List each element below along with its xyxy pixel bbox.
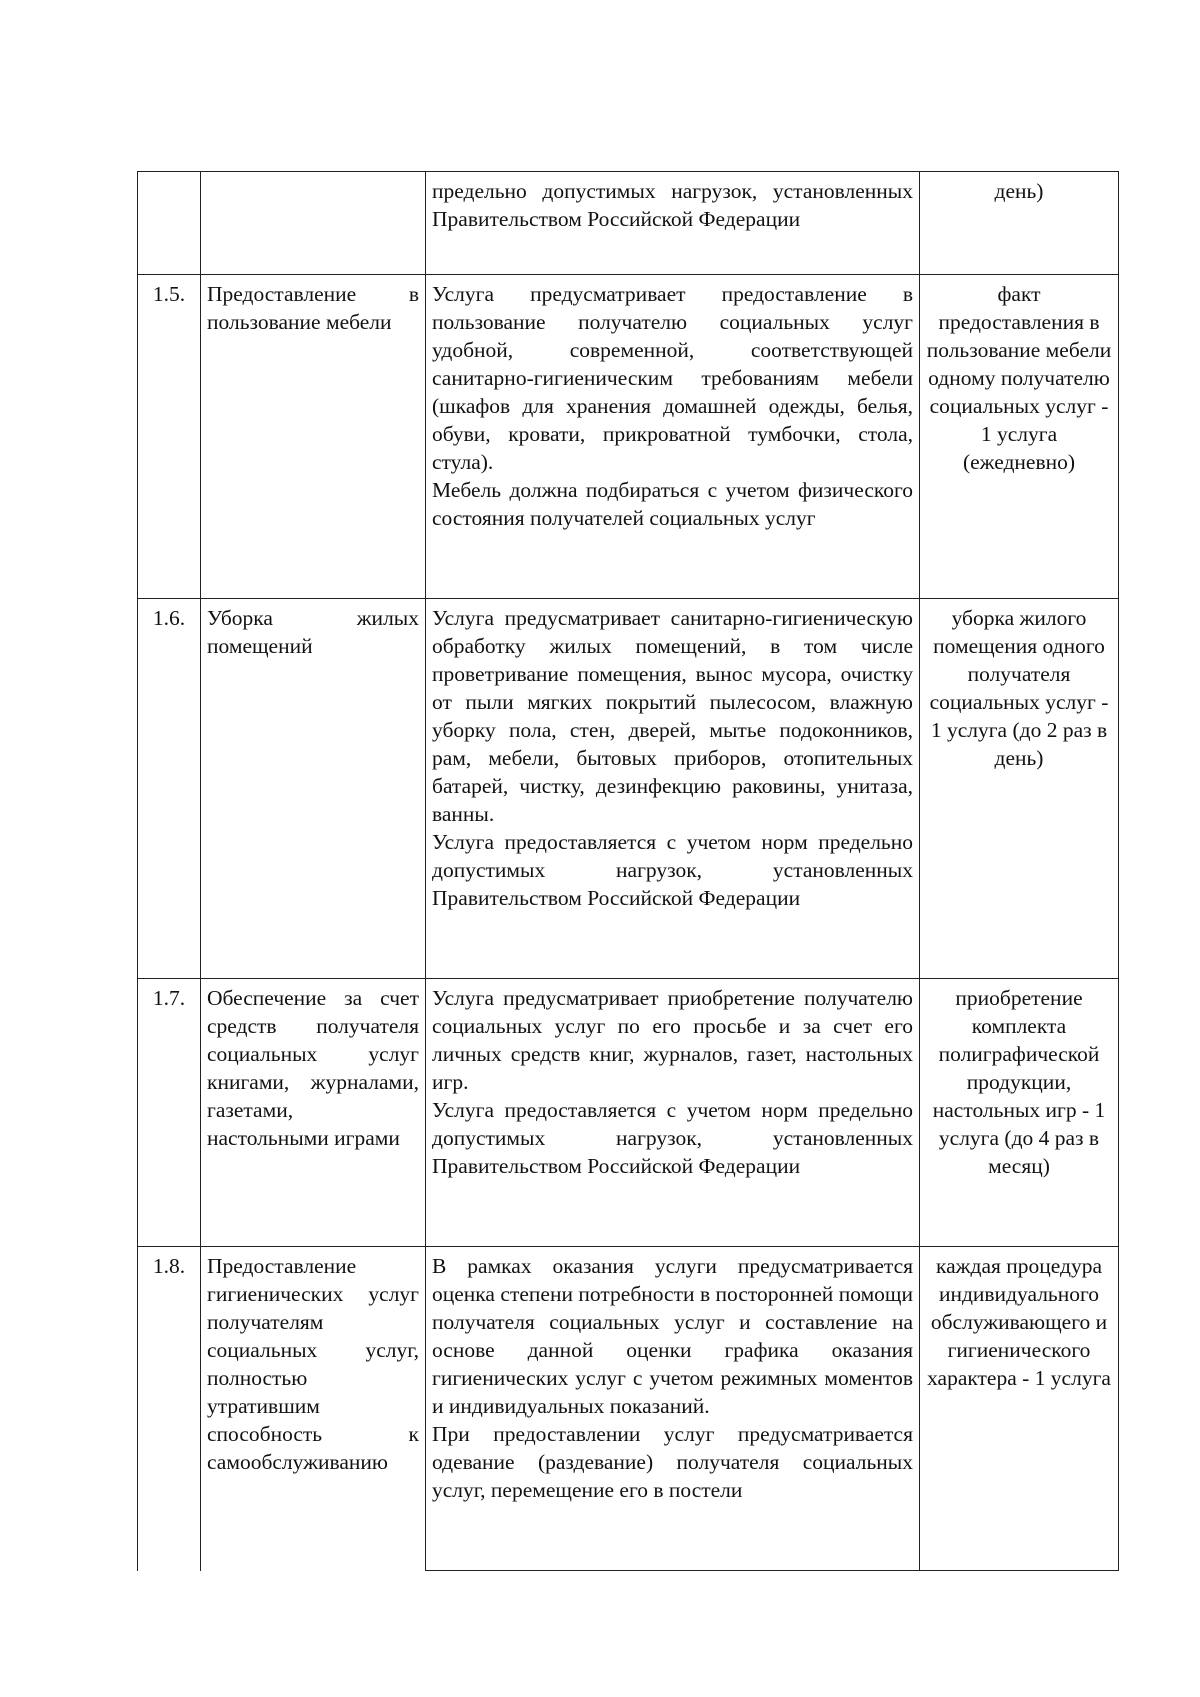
service-volume [920, 599, 1119, 979]
description-paragraph: предельно допустимых нагрузок, установленных Правительством Российской Федерации [432, 179, 913, 231]
service-volume [920, 172, 1119, 275]
table-row [138, 979, 1119, 1247]
volume-text: уборка жилого помещения одного получателя социальных услуг - 1 услуга (до 2 раз в день) [929, 606, 1109, 770]
service-name: Предоставление в пользование мебели [201, 275, 426, 599]
service-description [426, 979, 920, 1247]
description-paragraph: Мебель должна подбираться с учетом физического состояния получателей социальных услуг [432, 478, 913, 530]
service-name: Обеспечение за счет средств получателя социальных услуг книгами, журналами, газетами, настольными играми [201, 979, 426, 1247]
description-paragraph: Услуга предусматривает приобретение получателю социальных услуг по его просьбе и за счет его личных средств книг, журналов, газет, настольных игр. [432, 986, 913, 1094]
volume-text: приобретение комплекта полиграфической продукции, настольных игр - 1 услуга (до 4 раз в месяц) [932, 986, 1106, 1178]
row-number [138, 172, 201, 275]
table-row [138, 275, 1119, 599]
service-name: Уборка жилых помещений [201, 599, 426, 979]
service-description [426, 275, 920, 599]
service-volume [920, 275, 1119, 599]
row-number: 1.6. [138, 599, 201, 979]
description-paragraph: В рамках оказания услуги предусматривается оценка степени потребности в посторонней помощи получателя социальных услуг и составление на основе данной оценки графика оказания гигиенических услуг с учетом режимных моментов и индивидуальных показаний. [432, 1254, 913, 1418]
service-description [426, 172, 920, 275]
services-table [137, 171, 1119, 1571]
table-row [138, 1247, 1119, 1571]
service-volume [920, 1247, 1119, 1571]
description-paragraph: Услуга предусматривает предоставление в пользование получателю социальных услуг удобной, современной, соответствующей санитарно-гигиеническим требованиям мебели (шкафов для хранения домашней одежды, белья, обуви, кровати, прикроватной тумбочки, стола, стула). [432, 282, 913, 474]
description-paragraph: Услуга предоставляется с учетом норм предельно допустимых нагрузок, установленных Правительством Российской Федерации [432, 830, 913, 910]
volume-text: день) [994, 179, 1044, 203]
service-volume [920, 979, 1119, 1247]
service-name [201, 172, 426, 275]
volume-text: каждая процедура индивидуального обслуживающего и гигиенического характера - 1 услуга [927, 1254, 1111, 1390]
row-number: 1.5. [138, 275, 201, 599]
description-paragraph: Услуга предоставляется с учетом норм предельно допустимых нагрузок, установленных Правительством Российской Федерации [432, 1098, 913, 1178]
row-number: 1.7. [138, 979, 201, 1247]
service-name: Предоставление гигиенических услуг получателям социальных услуг, полностью утратившим способность к самообслуживанию [201, 1247, 426, 1571]
description-paragraph: Услуга предусматривает санитарно-гигиеническую обработку жилых помещений, в том числе проветривание помещения, вынос мусора, очистку от пыли мягких покрытий пылесосом, влажную уборку пола, стен, дверей, мытье подоконников, рам, мебели, бытовых приборов, отопительных батарей, чистку, дезинфекцию раковины, унитаза, ванны. [432, 606, 913, 826]
row-number: 1.8. [138, 1247, 201, 1571]
table-row [138, 172, 1119, 275]
volume-text: факт предоставления в пользование мебели одному получателю социальных услуг - 1 услуга (ежедневно) [926, 282, 1112, 474]
service-description [426, 1247, 920, 1571]
description-paragraph: При предоставлении услуг предусматривается одевание (раздевание) получателя социальных услуг, перемещение его в постели [432, 1422, 913, 1502]
table-row [138, 599, 1119, 979]
service-description [426, 599, 920, 979]
